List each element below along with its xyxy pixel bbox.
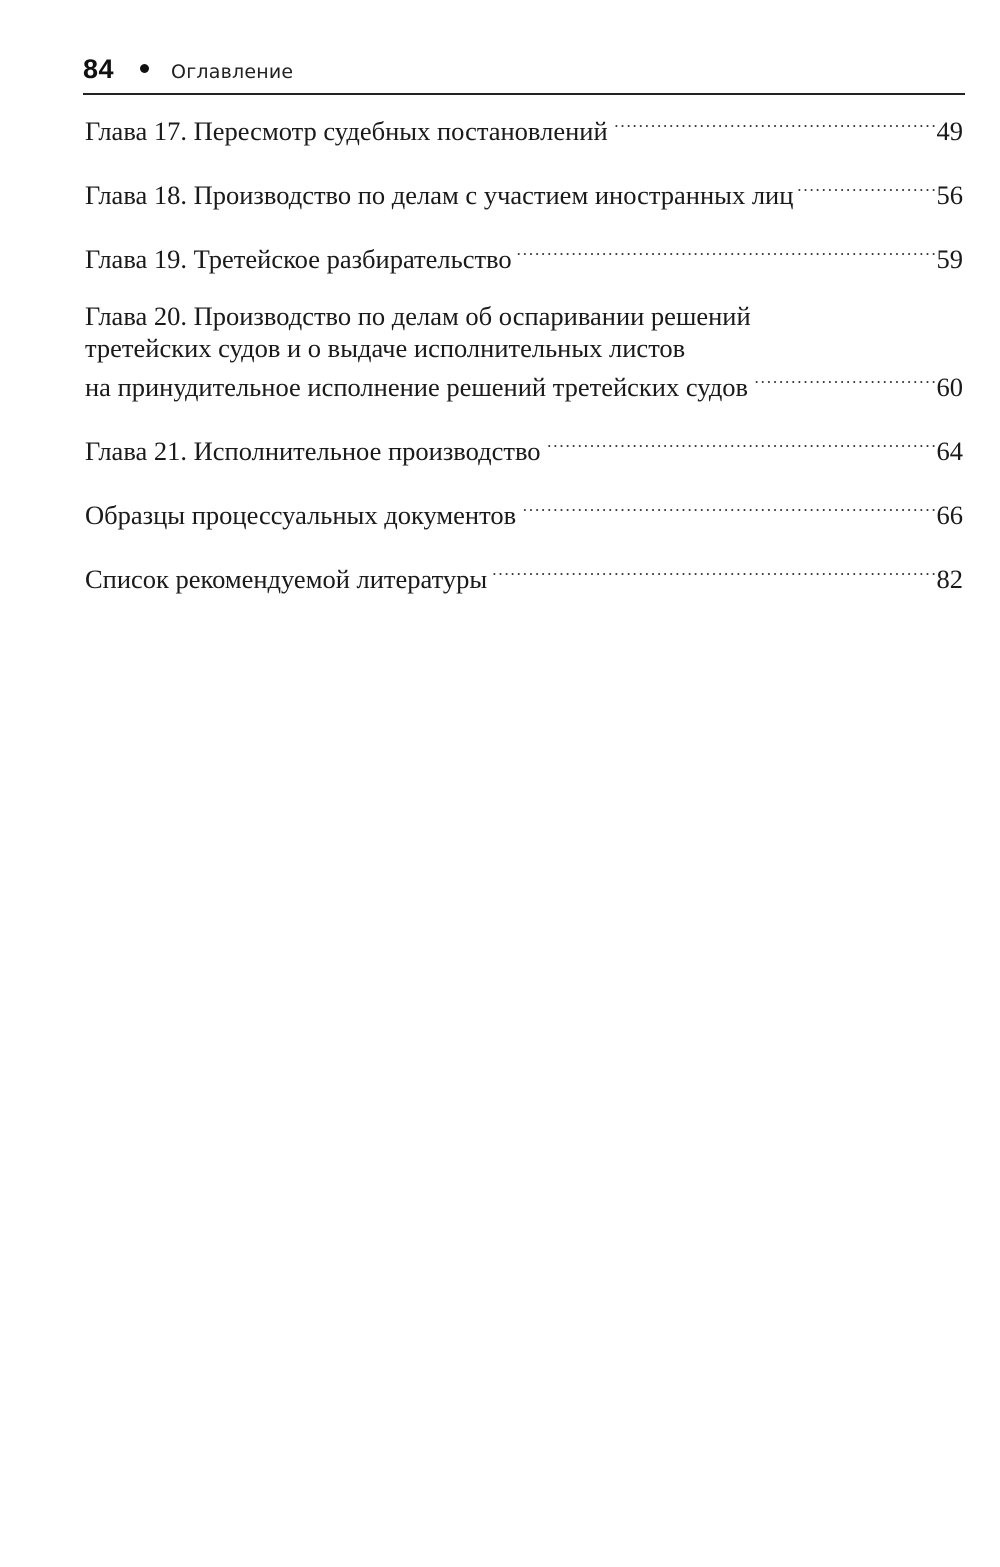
dot-leader: [491, 556, 934, 588]
dot-leader: [752, 364, 934, 396]
toc-entry-title: Глава 17. Пересмотр судебных постановлений: [85, 116, 608, 146]
page-number: 84: [83, 54, 115, 84]
toc-entry-title: Глава 21. Исполнительное производство: [85, 436, 541, 466]
dot-leader: [797, 172, 934, 204]
toc-entry-page: 56: [936, 180, 963, 210]
header-rule: [83, 93, 965, 95]
toc-entry-title: Глава 19. Третейское разбирательство: [85, 244, 512, 274]
section-name: Оглавление: [171, 61, 294, 83]
bullet-separator-icon: [140, 64, 149, 73]
toc-entry-title-line: третейских судов и о выдаче исполнительных листов: [85, 333, 686, 363]
dot-leader: [520, 492, 934, 524]
dot-leader: [516, 236, 935, 268]
toc-entry-page: 82: [936, 564, 963, 594]
toc-entry-title: на принудительное исполнение решений третейских судов: [85, 372, 749, 402]
toc-entry-title-line: Глава 20. Производство по делам об оспаривании решений: [85, 301, 751, 331]
dot-leader: [612, 108, 935, 140]
dot-leader: [545, 428, 935, 460]
toc-entry-chapter-20[interactable]: [85, 300, 963, 403]
toc-entry-bibliography[interactable]: [85, 556, 963, 595]
toc-entry-document-samples[interactable]: [85, 492, 963, 531]
toc-entry-chapter-18[interactable]: [85, 172, 963, 211]
toc-entry-title: Список рекомендуемой литературы: [85, 564, 488, 594]
toc-entry-chapter-19[interactable]: [85, 236, 963, 275]
toc-entry-chapter-17[interactable]: [85, 108, 963, 147]
toc-entry-title: Глава 18. Производство по делам с участием иностранных лиц: [85, 180, 794, 210]
table-of-contents: [85, 108, 963, 620]
toc-entry-chapter-21[interactable]: [85, 428, 963, 467]
toc-entry-page: 60: [936, 372, 963, 402]
running-head: [83, 54, 965, 92]
toc-entry-page: 59: [936, 244, 963, 274]
toc-entry-page: 64: [936, 436, 963, 466]
toc-entry-title: Образцы процессуальных документов: [85, 500, 517, 530]
toc-entry-page: 66: [936, 500, 963, 530]
toc-entry-page: 49: [936, 116, 963, 146]
